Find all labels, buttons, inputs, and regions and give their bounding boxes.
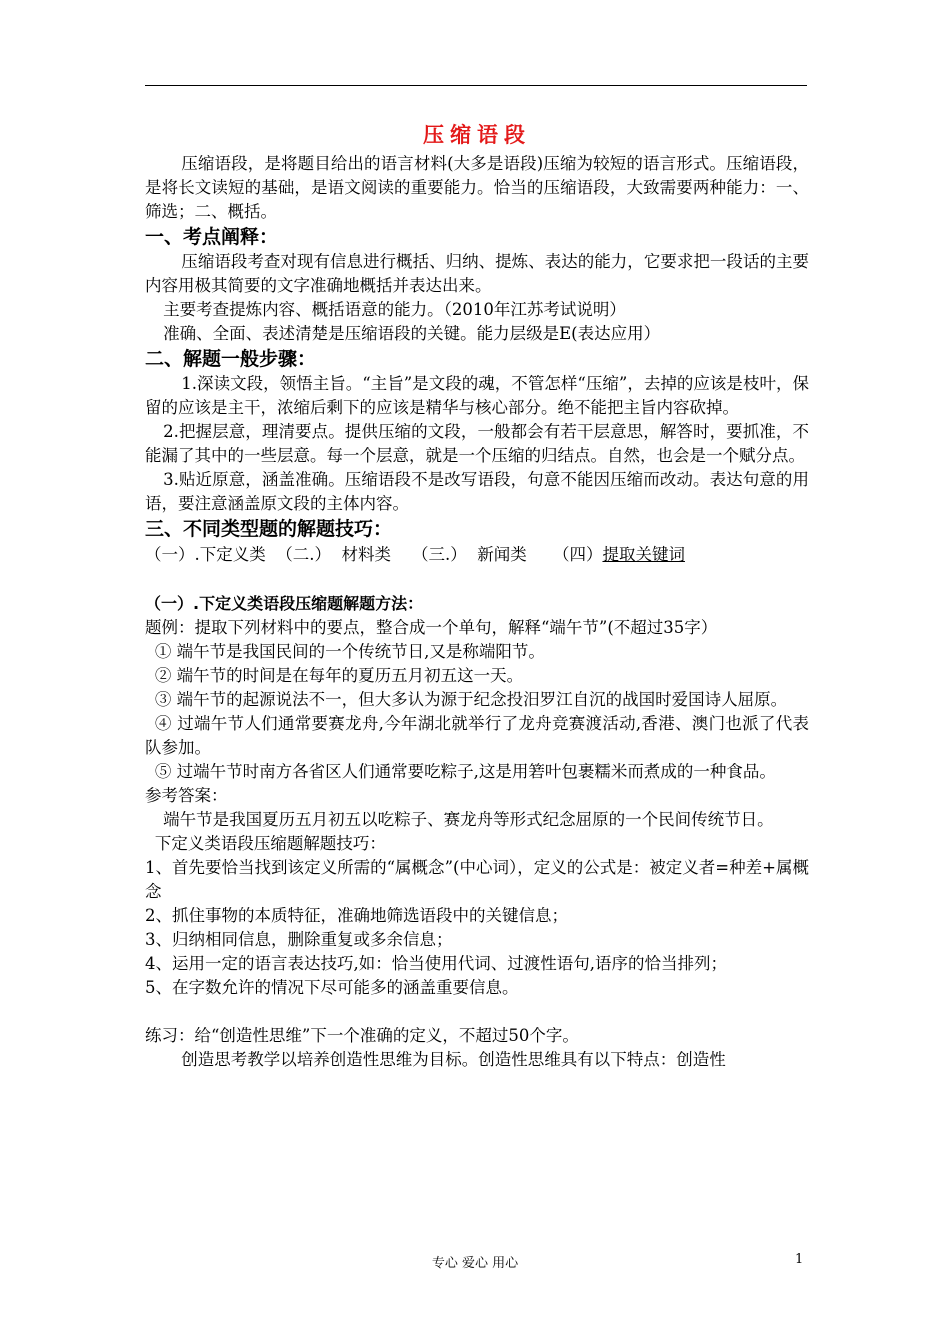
- section1-paragraph: 主要考查提炼内容、概括语意的能力。（2010年江苏考试说明）: [163, 300, 626, 319]
- category-link[interactable]: 提取关键词: [602, 545, 685, 564]
- tip-item: 1、首先要恰当找到该定义所需的“属概念”(中心词），定义的公式是：被定义者=种差+属概念: [145, 858, 809, 901]
- category-item: （四）: [552, 545, 603, 564]
- page-title: 压缩语段: [423, 122, 531, 147]
- material-item: ② 端午节的时间是在每年的夏历五月初五这一天。: [154, 666, 524, 685]
- tip-item: 2、抓住事物的本质特征，准确地筛选语段中的关键信息；: [145, 906, 568, 925]
- subsection-heading: （一）.下定义类语段压缩题解题方法：: [145, 594, 424, 613]
- example-prompt: 题例：提取下列材料中的要点，整合成一个单句，解释“端午节”(不超过35字）: [145, 618, 718, 637]
- material-item: ① 端午节是我国民间的一个传统节日,又是称端阳节。: [154, 642, 545, 661]
- intro-paragraph: 压缩语段，是将题目给出的语言材料(大多是语段)压缩为较短的语言形式。压缩语段，是将长文读短的基础，是语文阅读的重要能力。恰当的压缩语段，大致需要两种能力：一、筛选；二、概括。: [145, 154, 809, 221]
- tip-item: 3、归纳相同信息，删除重复或多余信息；: [145, 930, 453, 949]
- footer-motto: 专心 爱心 用心: [431, 1256, 519, 1271]
- material-item: ③ 端午节的起源说法不一，但大多认为源于纪念投汨罗江自沉的战国时爱国诗人屈原。: [154, 690, 788, 709]
- answer-text: 端午节是我国夏历五月初五以吃粽子、赛龙舟等形式纪念屈原的一个民间传统节日。: [163, 810, 774, 829]
- exercise-prompt: 练习：给“创造性思维”下一个准确的定义，不超过50个字。: [145, 1026, 579, 1045]
- document-body: [145, 118, 809, 1072]
- material-item: ⑤ 过端午节时南方各省区人们通常要吃粽子,这是用箬叶包裹糯米而煮成的一种食品。: [154, 762, 776, 781]
- section1-heading: 一、考点阐释：: [145, 226, 279, 248]
- material-item: ④ 过端午节人们通常要赛龙舟,今年湖北就举行了龙舟竞赛渡活动,香港、澳门也派了代表队参加。: [145, 714, 809, 757]
- answer-label: 参考答案：: [145, 786, 228, 805]
- section1-paragraph: 准确、全面、表述清楚是压缩语段的关键。能力层级是E(表达应用）: [163, 324, 661, 343]
- tip-item: 5、在字数允许的情况下尽可能多的涵盖重要信息。: [145, 978, 519, 997]
- category-item: （三.） 新闻类: [411, 545, 527, 564]
- header-rule: [145, 85, 807, 86]
- section2-heading: 二、解题一般步骤：: [145, 348, 317, 370]
- step-paragraph: 1.深读文段，领悟主旨。“主旨”是文段的魂，不管怎样“压缩”，去掉的应该是枝叶，保留的应该是主干，浓缩后剩下的应该是精华与核心部分。绝不能把主旨内容砍掉。: [145, 374, 809, 417]
- section1-paragraph: 压缩语段考查对现有信息进行概括、归纳、提炼、表达的能力，它要求把一段话的主要内容用极其简要的文字准确地概括并表达出来。: [145, 252, 809, 295]
- tip-item: 4、运用一定的语言表达技巧,如：恰当使用代词、过渡性语句,语序的恰当排列；: [145, 954, 727, 973]
- section3-heading: 三、不同类型题的解题技巧：: [145, 518, 393, 540]
- step-paragraph: 3.贴近原意，涵盖准确。压缩语段不是改写语段，句意不能因压缩而改动。表达句意的用语，要注意涵盖原文段的主体内容。: [145, 470, 809, 513]
- category-list: [145, 542, 809, 568]
- category-item: （二.） 材料类: [276, 545, 391, 564]
- page-number: 1: [795, 1252, 804, 1267]
- exercise-text: 创造思考教学以培养创造性思维为目标。创造性思维具有以下特点：创造性: [181, 1050, 726, 1069]
- category-item: （一）.下定义类: [145, 545, 266, 564]
- step-paragraph: 2.把握层意，理清要点。提供压缩的文段，一般都会有若干层意思，解答时，要抓准，不能漏了其中的一些层意。每一个层意，就是一个压缩的归结点。自然，也会是一个赋分点。: [145, 422, 809, 465]
- tips-heading: 下定义类语段压缩题解题技巧：: [154, 834, 386, 853]
